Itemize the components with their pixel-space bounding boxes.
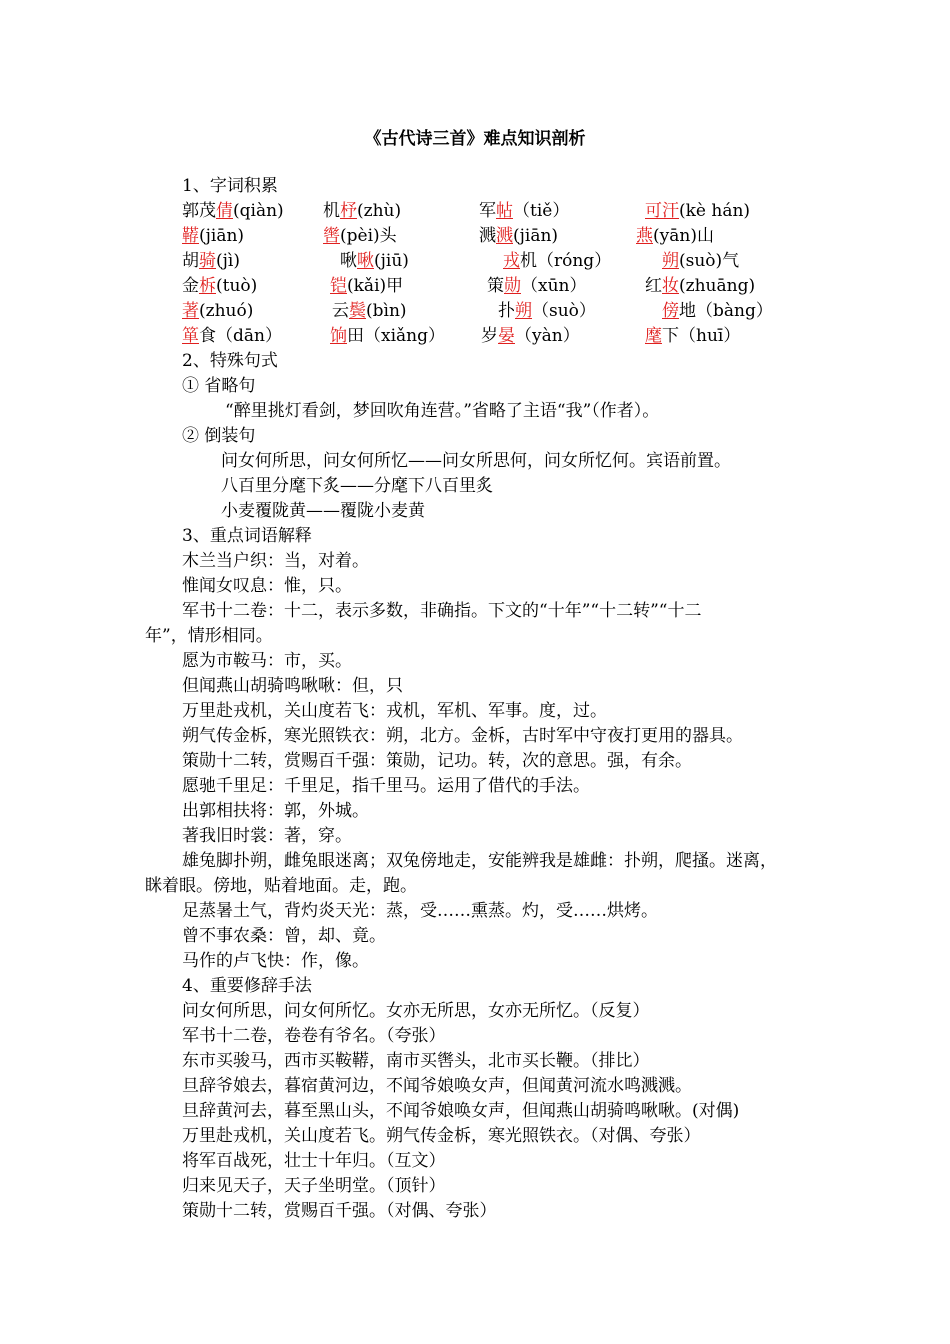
section-heading-syntax: 2、特殊句式 xyxy=(182,351,278,371)
vocab-item: 郭茂倩(qiàn) xyxy=(182,201,284,221)
vocab-item: 戎机（róng） xyxy=(503,251,612,271)
text-line: 木兰当户织：当，对着。 xyxy=(182,551,369,571)
text-line: 旦辞黄河去，暮至黑山头，不闻爷娘唤女声，但闻燕山胡骑鸣啾啾。(对偶) xyxy=(182,1101,740,1121)
text-line: 朔气传金柝，寒光照铁衣：朔，北方。金柝，古时军中守夜打更用的器具。 xyxy=(182,726,743,746)
vocab-item: 饷田（xiǎng） xyxy=(330,326,445,346)
text-line: 将军百战死，壮士十年归。（互文） xyxy=(182,1151,446,1171)
section-heading-rhetoric: 4、重要修辞手法 xyxy=(182,976,312,996)
page-title: 《古代诗三首》难点知识剖析 xyxy=(364,129,586,149)
vocab-item: 策勋（xūn） xyxy=(487,276,587,296)
text-line: 问女何所思，问女何所忆。女亦无所思，女亦无所忆。（反复） xyxy=(182,1001,650,1021)
text-line: 惟闻女叹息：惟，只。 xyxy=(182,576,352,596)
vocab-item: 铠(kǎi)甲 xyxy=(330,276,404,296)
vocab-item: 胡骑(jì) xyxy=(182,251,240,271)
text-line: 万里赴戎机，关山度若飞。朔气传金柝，寒光照铁衣。（对偶、夸张） xyxy=(182,1126,701,1146)
vocab-item: 溅溅(jiān) xyxy=(479,226,559,246)
text-line: 万里赴戎机，关山度若飞：戎机，军机、军事。度，过。 xyxy=(182,701,607,721)
vocab-item: 岁晏（yàn） xyxy=(481,326,580,346)
vocab-item: 机杼(zhù) xyxy=(323,201,402,221)
vocab-item: 扑朔（suò） xyxy=(498,301,596,321)
text-line: 东市买骏马，西市买鞍鞯，南市买辔头，北市买长鞭。（排比） xyxy=(182,1051,650,1071)
vocab-item: 朔(suò)气 xyxy=(662,251,740,271)
section-heading-terms: 3、重点词语解释 xyxy=(182,526,312,546)
sub-heading: ② 倒装句 xyxy=(182,426,256,446)
vocab-item: 燕(yān)山 xyxy=(636,226,714,246)
vocab-item: 可汗(kè hán) xyxy=(645,201,751,221)
text-line: 策勋十二转，赏赐百千强。（对偶、夸张） xyxy=(182,1201,497,1221)
vocab-item: 啾啾(jiū) xyxy=(340,251,409,271)
text-line: 马作的卢飞快：作，像。 xyxy=(182,951,369,971)
vocab-item: 军帖（tiě） xyxy=(479,201,570,221)
text-line: 年”，情形相同。 xyxy=(145,626,273,646)
text-line: 著我旧时裳：著，穿。 xyxy=(182,826,352,846)
vocab-item: 辔(pèi)头 xyxy=(323,226,397,246)
vocab-item: 箪食（dān） xyxy=(182,326,282,346)
text-line: 眯着眼。傍地，贴着地面。走，跑。 xyxy=(145,876,417,896)
text-line: 愿为市鞍马：市，买。 xyxy=(182,651,352,671)
vocab-item: 金柝(tuò) xyxy=(182,276,258,296)
text-line: 军书十二卷：十二，表示多数，非确指。下文的“十年”“十二转”“十二 xyxy=(182,601,702,621)
text-line: 问女何所思，问女何所忆——问女所思何，问女所忆何。宾语前置。 xyxy=(221,451,731,471)
text-line: 旦辞爷娘去，暮宿黄河边，不闻爷娘唤女声，但闻黄河流水鸣溅溅。 xyxy=(182,1076,692,1096)
vocab-item: 红妆(zhuāng) xyxy=(645,276,756,296)
text-line: 八百里分麾下炙——分麾下八百里炙 xyxy=(221,476,493,496)
text-line: 曾不事农桑：曾，却、竟。 xyxy=(182,926,386,946)
text-line: 小麦覆陇黄——覆陇小麦黄 xyxy=(221,501,425,521)
vocab-item: 鞯(jiān) xyxy=(182,226,245,246)
sub-heading: ① 省略句 xyxy=(182,376,256,396)
vocab-item: 麾下（huī） xyxy=(645,326,741,346)
text-line: 足蒸暑土气，背灼炎天光：蒸，受……熏蒸。灼，受……烘烤。 xyxy=(182,901,658,921)
text-line: 但闻燕山胡骑鸣啾啾：但，只 xyxy=(182,676,403,696)
text-line: 出郭相扶将：郭，外城。 xyxy=(182,801,369,821)
vocab-item: 云鬓(bìn) xyxy=(332,301,407,321)
vocab-item: 傍地（bàng） xyxy=(662,301,773,321)
text-line: “醉里挑灯看剑，梦回吹角连营。”省略了主语“我”（作者）。 xyxy=(225,401,660,421)
text-line: 愿驰千里足：千里足，指千里马。运用了借代的手法。 xyxy=(182,776,590,796)
text-line: 雄兔脚扑朔，雌兔眼迷离；双兔傍地走，安能辨我是雄雌：扑朔，爬搔。迷离， xyxy=(182,851,777,871)
text-line: 归来见天子，天子坐明堂。（顶针） xyxy=(182,1176,446,1196)
section-heading-vocab: 1、字词积累 xyxy=(182,176,278,196)
vocab-item: 著(zhuó) xyxy=(182,301,254,321)
text-line: 军书十二卷，卷卷有爷名。（夸张） xyxy=(182,1026,446,1046)
text-line: 策勋十二转，赏赐百千强：策勋，记功。转，次的意思。强，有余。 xyxy=(182,751,692,771)
